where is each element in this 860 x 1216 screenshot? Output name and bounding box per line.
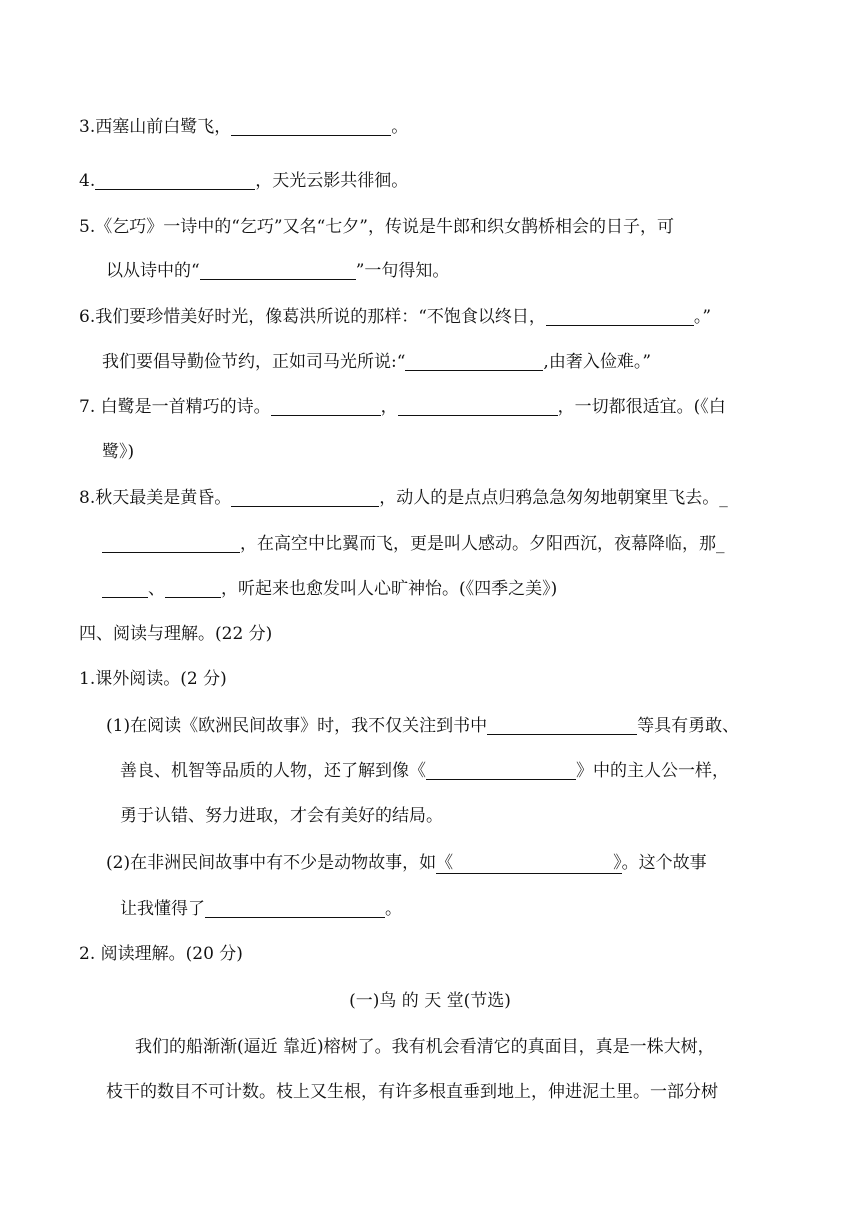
q4-blank[interactable]: [95, 171, 255, 190]
q6-blank-2[interactable]: [405, 352, 543, 371]
passage-text-2: 枝干的数目不可计数。枝上又生根，有许多根直垂到地上，伸进泥土里。一部分树: [106, 1082, 718, 1102]
question-7-line-1: [79, 395, 726, 419]
q7-text-2: ，: [380, 397, 398, 417]
passage-line-2: [106, 1080, 718, 1104]
r1-p2-text-4: 。: [385, 899, 402, 919]
r1-p1-text-2: 等具有勇敢、: [637, 716, 740, 736]
q7-text-1: 7. 白鹭是一首精巧的诗。: [79, 397, 271, 417]
q8-blank-2[interactable]: [102, 534, 240, 553]
question-4: [79, 169, 408, 193]
q8-blank-1[interactable]: [231, 488, 379, 507]
r1-p2-text-1: (2)在非洲民间故事中有不少是动物故事，如: [106, 853, 437, 873]
q8-text-3: ，在高空中比翼而飞，更是叫人感动。夕阳西沉，夜幕降临，那_: [240, 534, 725, 554]
question-8-line-3: [102, 577, 557, 601]
q6-blank-1[interactable]: [546, 307, 694, 326]
q6-text-1: 6.我们要珍惜美好时光，像葛洪所说的那样：“不饱食以终日，: [79, 307, 546, 327]
passage-line-1: [135, 1035, 715, 1059]
q5-blank[interactable]: [200, 261, 356, 280]
q8-text-1: 8.秋天最美是黄昏。: [79, 488, 232, 508]
q7-blank-2[interactable]: [398, 397, 558, 416]
q7-blank-1[interactable]: [271, 397, 381, 416]
q3-end: 。: [391, 117, 409, 137]
reading-2-title: [79, 942, 243, 966]
q3-blank[interactable]: [231, 117, 391, 136]
reading-1-part-1-line-3: [120, 804, 443, 828]
passage-heading: [0, 989, 860, 1013]
question-5-line-1: [79, 215, 674, 239]
section-4-text: 四、阅读与理解。(22 分): [79, 624, 273, 644]
r1-p1-blank-1[interactable]: [487, 716, 637, 735]
reading-1-part-2-line-1: [106, 851, 707, 875]
question-8-line-2: [102, 532, 725, 556]
q4-text: ，天光云影共徘徊。: [255, 171, 409, 191]
r1-p1-text-3: 善良、机智等品质的人物，还了解到像《: [120, 761, 426, 781]
q4-number: 4.: [79, 171, 96, 191]
r1-p1-blank-2[interactable]: [426, 761, 576, 780]
r1-p2-blank-2[interactable]: [205, 899, 385, 918]
question-7-line-2: [102, 440, 134, 464]
question-8-line-1: [79, 486, 728, 510]
reading-1-part-2-line-2: [120, 897, 402, 921]
question-3: [79, 115, 408, 139]
q7-text-3: ，一切都很适宜。(《白: [557, 397, 726, 417]
reading-1-part-1-line-1: [106, 714, 739, 738]
q5-text-2: 以从诗中的“: [106, 261, 200, 281]
q5-text-3: ”一句得知。: [355, 261, 450, 281]
section-4-heading: [79, 622, 272, 646]
reading-1-title: [79, 667, 227, 691]
passage-text-1: 我们的船渐渐(逼近 靠近)榕树了。我有机会看清它的真面目，真是一株大树，: [135, 1037, 715, 1057]
r2-title-text: 2. 阅读理解。(20 分): [79, 944, 243, 964]
q8-text-4: 、: [148, 579, 165, 599]
r1-p2-text-2: 。这个故事: [621, 853, 707, 873]
question-6-line-1: [79, 305, 711, 329]
q5-text-1: 5.《乞巧》一诗中的“乞巧”又名“七夕”，传说是牛郎和织女鹊桥相会的日子，可: [79, 217, 674, 237]
question-6-line-2: [102, 350, 651, 374]
r1-p1-text-5: 勇于认错、努力进取，才会有美好的结局。: [120, 806, 443, 826]
q8-text-5: ，听起来也愈发叫人心旷神怡。(《四季之美》): [221, 579, 558, 599]
reading-1-part-1-line-2: [120, 759, 729, 783]
q7-text-4: 鹭》): [102, 442, 135, 462]
r1-p1-text-1: (1)在阅读《欧洲民间故事》时，我不仅关注到书中: [106, 716, 488, 736]
q6-text-4: ,由奢入俭难。”: [543, 352, 652, 372]
q8-text-2: ，动人的是点点归鸦急急匆匆地朝窠里飞去。_: [379, 488, 728, 508]
q8-blank-4[interactable]: [165, 579, 221, 598]
q6-text-2: 。”: [693, 307, 712, 327]
q3-text: 3.西塞山前白鹭飞，: [79, 117, 232, 137]
passage-heading-text: (一)鸟 的 天 堂(节选): [349, 991, 511, 1011]
r1-p1-text-4: 》中的主人公一样，: [576, 761, 729, 781]
q6-text-3: 我们要倡导勤俭节约，正如司马光所说:“: [102, 352, 406, 372]
r1-title-text: 1.课外阅读。(2 分): [79, 669, 227, 689]
r1-p2-blank-1[interactable]: 《 》: [436, 853, 622, 873]
question-5-line-2: [106, 259, 449, 283]
r1-p2-text-3: 让我懂得了: [120, 899, 205, 919]
q8-blank-3[interactable]: [102, 579, 148, 598]
